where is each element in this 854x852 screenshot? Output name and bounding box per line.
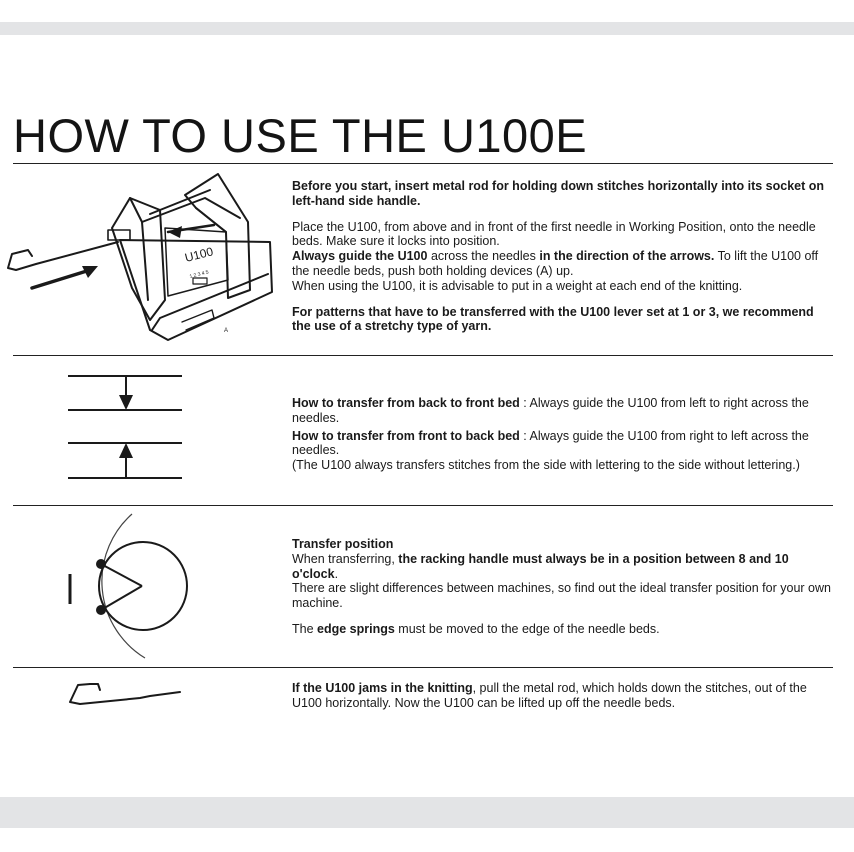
racking-text-b: . xyxy=(334,566,339,581)
racking-handle-diagram xyxy=(0,512,285,662)
guide-instruction-text: across the needles xyxy=(427,249,540,264)
top-band xyxy=(0,22,854,35)
weight-advice: When using the U100, it is advisable to put in a weight at each end of the knitting. xyxy=(292,278,743,293)
insert-rod-instruction: Before you start, insert metal rod for holding down stitches horizontally into its socket on left-hand side handle. xyxy=(292,179,825,208)
jam-instruction: , pull the metal rod, which holds down the stitches, out of the U100 horizontally. Now the U100 can be lifted up off the needle beds. xyxy=(292,681,807,710)
title-rule xyxy=(13,163,833,164)
section2-text xyxy=(292,396,834,473)
front-to-back-heading: How to transfer from front to back bed xyxy=(292,428,520,443)
section4-text xyxy=(292,681,834,711)
racking-text-a: When transferring, xyxy=(292,551,399,566)
section-rule-2 xyxy=(13,505,833,506)
placement-instruction: Place the U100, from above and in front of the first needle in Working Position, onto the needle beds. Make sure it locks into position. xyxy=(292,219,816,249)
device-label: U100 xyxy=(183,244,215,265)
guide-direction-bold: in the direction of the arrows. xyxy=(539,249,715,264)
section-rule-1 xyxy=(13,355,833,356)
bottom-band xyxy=(0,797,854,828)
transfer-direction-diagram xyxy=(0,362,285,497)
section-rule-3 xyxy=(13,667,833,668)
arrow-down-icon xyxy=(119,395,133,410)
edge-springs-bold: edge springs xyxy=(317,621,395,636)
lift-instruction: To lift the U100 off the needle beds, push both holding devices (A) up. xyxy=(292,249,819,278)
back-to-front-heading: How to transfer from back to front bed xyxy=(292,396,520,410)
u100-device-illustration xyxy=(0,170,285,350)
section3-text xyxy=(292,537,834,637)
lettering-note: (The U100 always transfers stitches from the side with lettering to the side without lettering.) xyxy=(292,458,800,473)
jam-heading: If the U100 jams in the knitting xyxy=(292,681,473,695)
arrow-up-icon xyxy=(119,443,133,458)
edge-springs-text-b: must be moved to the edge of the needle beds. xyxy=(394,621,660,636)
metal-rod-icon xyxy=(0,672,285,717)
front-to-back-text: : Always guide the U100 from right to left across the needles. xyxy=(292,428,809,458)
stretchy-yarn-advice: For patterns that have to be transferred with the U100 lever set at 1 or 3, we recommend the use of a stretchy type of yarn. xyxy=(292,304,814,334)
back-to-front-text: : Always guide the U100 from left to right across the needles. xyxy=(292,396,809,425)
holding-device-label: A xyxy=(224,328,229,334)
guide-instruction-bold: Always guide the U100 xyxy=(292,249,428,264)
section1-text xyxy=(292,179,834,334)
racking-handle-rule: the racking handle must always be in a position between 8 and 10 o'clock xyxy=(292,551,789,581)
device-scale: 1 2 3 4 5 xyxy=(189,269,210,280)
transfer-position-heading: Transfer position xyxy=(292,537,394,551)
page-title: HOW TO USE THE U100E xyxy=(13,109,588,162)
edge-springs-text-a: The xyxy=(292,621,318,636)
machine-differences: There are slight differences between machines, so find out the ideal transfer position for your own machine. xyxy=(292,581,831,611)
